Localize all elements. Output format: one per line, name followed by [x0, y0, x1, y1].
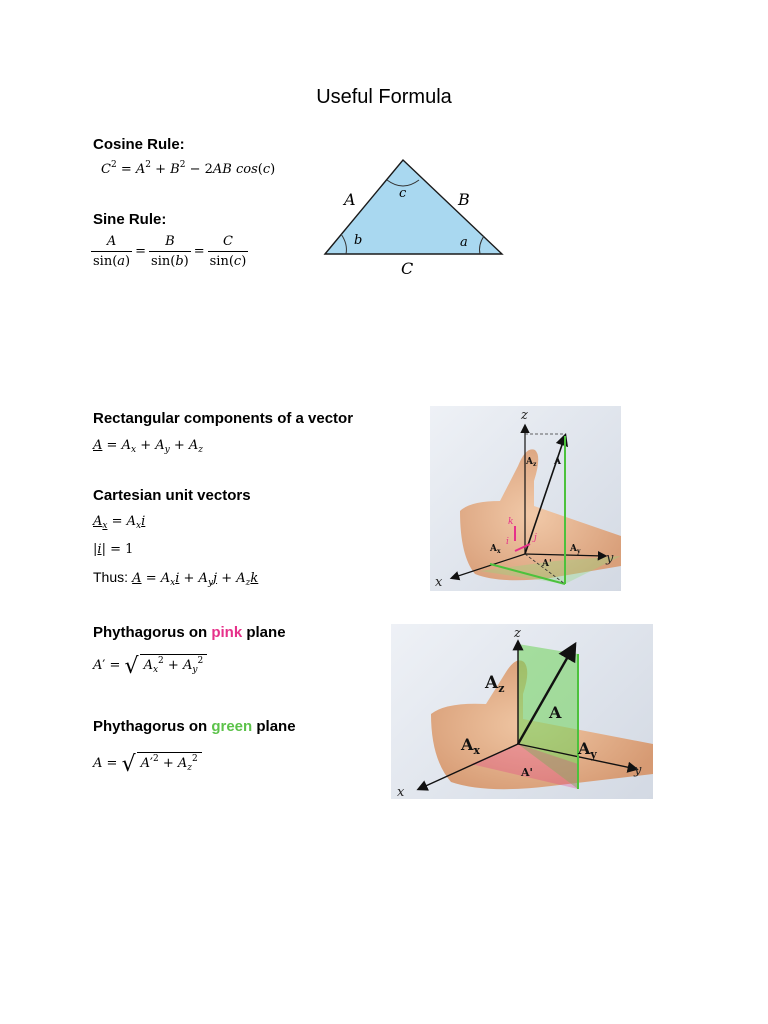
z-axis-label: z — [514, 626, 521, 641]
pythagoras-green-heading — [93, 718, 296, 735]
cartesian-unit-vectors-heading: Cartesian unit vectors — [93, 487, 251, 504]
thus-formula: Thus: $A = A_xi + A_yj + A_zk$ — [93, 569, 259, 588]
rectangular-components-heading: Rectangular components of a vector — [93, 410, 354, 427]
vector-hand-figure-2 — [391, 624, 653, 799]
a-vector-label: A — [554, 457, 561, 467]
thus-label: Thus: — [93, 569, 129, 585]
unit-vector-magnitude: |i| = 1 — [93, 542, 134, 557]
pythagoras-pink-pre: Phythagorus on — [93, 624, 212, 641]
rectangular-components-formula: $A = A_x + A_y + A_z$ — [93, 438, 204, 455]
side-b-label: B — [458, 190, 470, 209]
ay-label: $A_y$ — [570, 544, 581, 555]
ax-label: $A_x$ — [461, 735, 480, 757]
side-c-label: C — [401, 259, 414, 278]
y-axis-label: y — [606, 551, 614, 566]
pythagoras-pink-heading — [93, 624, 286, 641]
i-unit-label: i — [506, 537, 509, 547]
ay-label: $A_y$ — [578, 739, 597, 761]
angle-b-label: b — [354, 233, 363, 248]
pythagoras-green-word: green — [211, 718, 253, 735]
a-prime-label: A' — [521, 766, 533, 779]
pythagoras-green-pre: Phythagorus on — [93, 718, 212, 735]
cosine-rule-formula: $C^2 = A^2 + B^2 - 2AB$ cos(c) — [101, 160, 276, 177]
y-axis-label: y — [634, 763, 642, 778]
a-vector-label: A — [549, 703, 562, 722]
a-prime-label: A' — [542, 559, 552, 569]
angle-c-label: c — [399, 186, 407, 201]
z-axis-label: z — [521, 408, 528, 423]
sine-rule-heading: Sine Rule: — [93, 211, 167, 228]
pythagoras-pink-word: pink — [211, 624, 243, 641]
x-axis-label: x — [435, 575, 443, 590]
page-title: Useful Formula — [316, 86, 452, 108]
ax-label: $A_x$ — [490, 544, 501, 555]
side-a-label: A — [344, 190, 356, 209]
pythagoras-green-formula: A = √ $A'^2 + A_z^2$ — [93, 752, 202, 777]
az-label: $A_z$ — [485, 673, 505, 695]
pythagoras-green-post: plane — [252, 718, 296, 735]
k-unit-label: k — [508, 517, 514, 527]
triangle-diagram — [318, 150, 510, 282]
angle-a-label: a — [460, 235, 468, 250]
cosine-rule-heading: Cosine Rule: — [93, 136, 185, 153]
pythagoras-pink-post: plane — [242, 624, 286, 641]
x-axis-label: x — [397, 785, 405, 799]
sine-rule-formula: $\frac{A}{\sin(a)}$ = $\frac{B}{\sin(b)}$ = $\frac{C}{\sin(c)}$ — [93, 234, 247, 269]
vector-hand-figure-1 — [430, 406, 621, 591]
pythagoras-pink-formula: A′ = √ $A_x^2 + A_y^2$ — [93, 654, 207, 679]
az-label: $A_z$ — [526, 457, 537, 468]
unit-vector-formula: $A_x = A_xi$ — [93, 514, 146, 531]
j-unit-label: j — [534, 533, 537, 543]
